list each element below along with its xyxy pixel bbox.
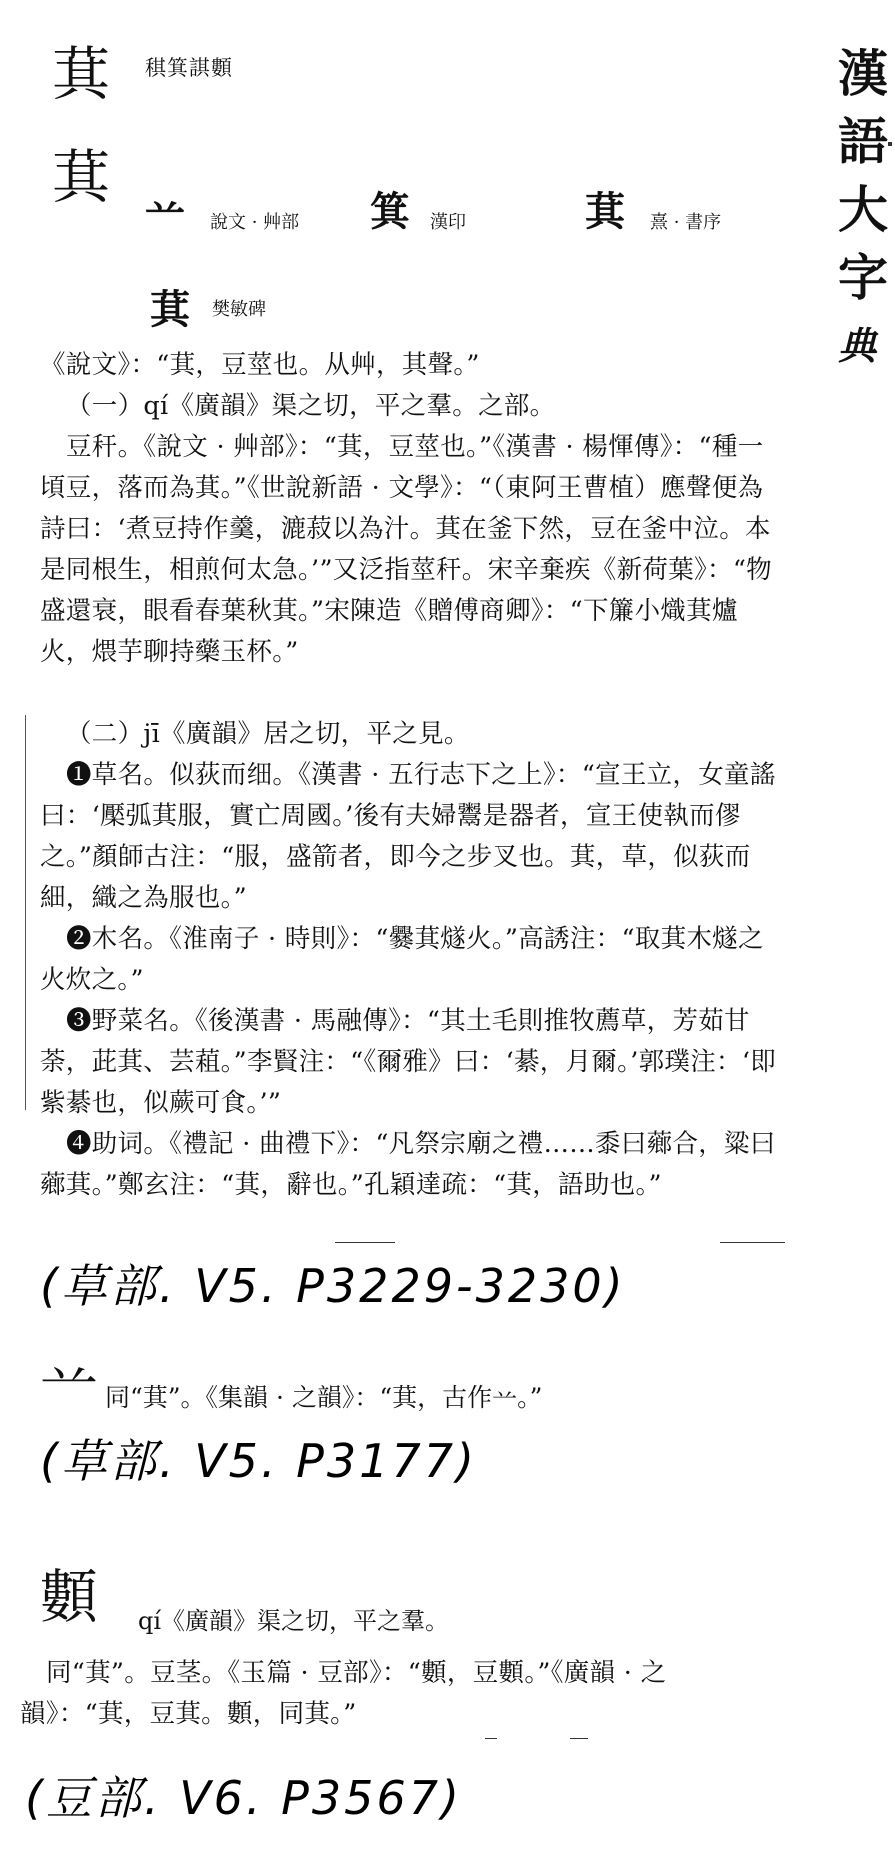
sense-2-2: ❷木名。《淮南子 · 時則》：“爨萁燧火。”高誘注：“取萁木燧之火炊之。” bbox=[40, 924, 764, 995]
seal-form-1: 䒑 bbox=[145, 188, 185, 235]
variant-forms: 稘箕諆䫫 bbox=[145, 56, 233, 80]
title-char-2: 語 bbox=[838, 113, 888, 171]
dictionary-title-vertical bbox=[838, 40, 895, 380]
seal-caption-2: 漢印 bbox=[430, 212, 466, 233]
seal-headword: 萁 bbox=[52, 143, 111, 211]
seal-form-2: 箕 bbox=[370, 188, 410, 235]
seal-caption-3: 熹 · 書序 bbox=[650, 212, 722, 233]
shuowen-quote: 《說文》：“萁，豆莖也。从艸，其聲。” bbox=[40, 350, 480, 380]
title-char-3: 大 bbox=[838, 181, 888, 239]
separator-rule bbox=[720, 1242, 785, 1243]
seal-caption-1: 說文 · 艸部 bbox=[210, 212, 300, 233]
separator-dash-2 bbox=[570, 1738, 588, 1739]
separator-dash-1 bbox=[485, 1738, 497, 1739]
entry-3-text: 同“萁”。豆茎。《玉篇 · 豆部》：“䫫，豆䫫。”《廣韻 · 之韻》：“萁，豆萁。䫫，同萁。” bbox=[20, 1658, 667, 1729]
headword-2: 䒑 bbox=[40, 1347, 99, 1415]
margin-line bbox=[25, 715, 26, 1110]
headword-1: 萁 bbox=[52, 40, 111, 108]
title-char-1: 漢 bbox=[838, 45, 888, 103]
title-char-4: 字 bbox=[838, 249, 888, 307]
seal-form-4: 萁 bbox=[150, 286, 190, 333]
separator-rule-2 bbox=[335, 1242, 395, 1243]
reading-2: （二）jī《廣韻》居之切，平之見。 bbox=[66, 719, 470, 749]
side-dot bbox=[888, 142, 892, 146]
reading-1: （一）qí《廣韻》渠之切，平之羣。之部。 bbox=[66, 391, 556, 421]
seal-form-3: 萁 bbox=[585, 188, 625, 235]
handwritten-reference-2: (草部. V5. P3177) bbox=[40, 1434, 477, 1488]
sense-2-4: ❹助词。《禮記 · 曲禮下》：“凡祭宗廟之禮……黍曰薌合，粱曰薌萁。”鄭玄注：“萁，辭也。”孔穎達疏：“萁，語助也。” bbox=[40, 1129, 776, 1200]
sense-1-definition: 豆秆。《說文 · 艸部》：“萁，豆莖也。”《漢書 · 楊惲傳》：“種一頃豆，落而為萁。”《世說新語 · 文學》：“（東阿王曹植）應聲便為詩曰：‘煮豆持作羹，漉菽以為汁。萁在釜下然，豆在釜中泣。本是同根生，相煎何太急。’”又泛指莖秆。宋辛棄疾《新荷葉》：“物盛還衰，眼看春葉秋萁。”宋陳造《贈傅商卿》：“下簾小熾萁爐火，煨芋聊持藥玉杯。” bbox=[40, 432, 772, 667]
entry-3-reading: qí《廣韻》渠之切，平之羣。 bbox=[138, 1607, 450, 1635]
title-char-5: 典 bbox=[838, 324, 877, 368]
sense-2-3: ❸野菜名。《後漢書 · 馬融傳》：“其土毛則推牧薦草，芳茹甘荼，茈萁、芸蒩。”李賢注：“《爾雅》曰：‘綦，月爾。’郭璞注：‘即紫綦也，似蕨可食。’” bbox=[40, 1006, 777, 1118]
handwritten-reference-3: (豆部. V6. P3567) bbox=[25, 1771, 462, 1825]
entry-2-text: 同“萁”。《集韻 · 之韻》：“萁，古作䒑。” bbox=[105, 1383, 543, 1412]
handwritten-reference-1: (草部. V5. P3229-3230) bbox=[40, 1259, 626, 1313]
seal-caption-4: 樊敏碑 bbox=[212, 299, 266, 320]
sense-2-1: ❶草名。似荻而细。《漢書 · 五行志下之上》：“宣王立，女童謠曰：‘檿弧萁服，實亡周國。’後有夫婦鬻是器者，宣王使執而僇之。”顏師古注：“服，盛箭者，即今之步叉也。萁，草，似荻而細，織之為服也。” bbox=[40, 760, 776, 913]
headword-3: 䫫 bbox=[40, 1563, 99, 1631]
